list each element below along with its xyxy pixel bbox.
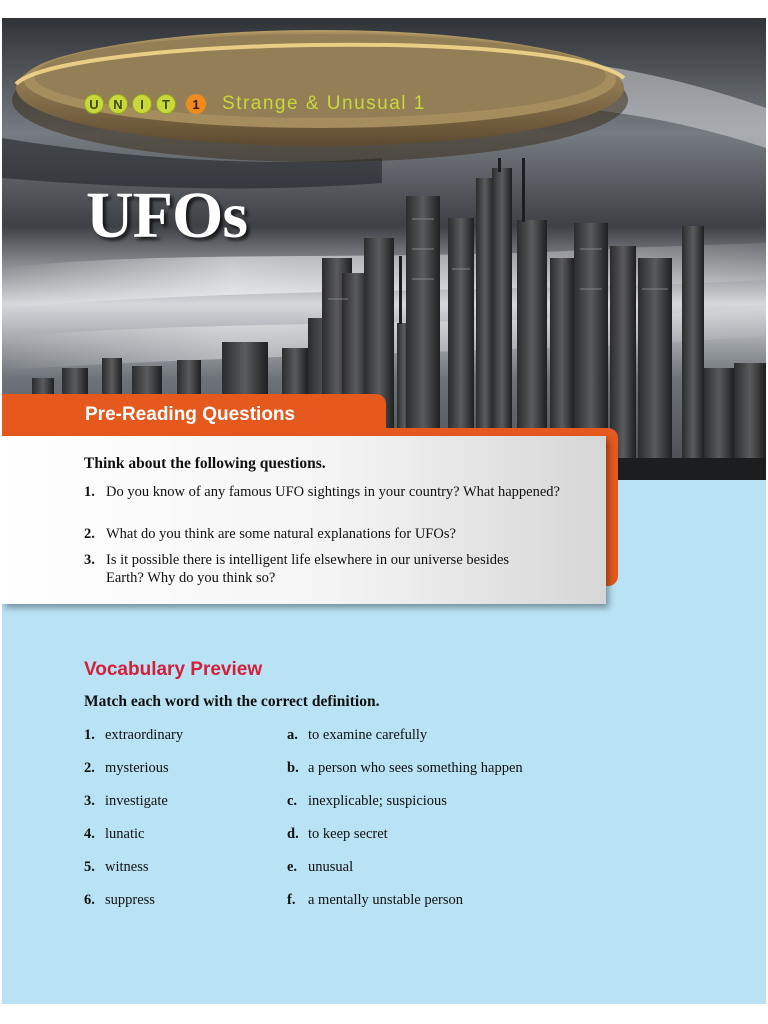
vocabulary-instruction: Match each word with the correct definition. — [84, 693, 380, 710]
word-number: 3. — [84, 793, 95, 809]
word-text: witness — [105, 859, 149, 875]
unit-letter-badge: T — [156, 94, 176, 114]
definition-letter: d. — [287, 826, 299, 842]
word-text: investigate — [105, 793, 168, 809]
definition-text: unusual — [308, 859, 354, 875]
question-number: 2. — [84, 526, 95, 542]
word-number: 4. — [84, 826, 95, 842]
definition-text: to keep secret — [308, 826, 388, 842]
vocabulary-title: Vocabulary Preview — [84, 659, 263, 680]
page-title: UFOs — [86, 179, 247, 252]
word-number: 1. — [84, 727, 95, 743]
unit-heading — [84, 93, 426, 115]
word-number: 2. — [84, 760, 95, 776]
unit-title: Strange & Unusual 1 — [222, 93, 426, 114]
word-text: suppress — [105, 892, 155, 908]
question-text: What do you think are some natural explanations for UFOs? — [106, 526, 456, 542]
pre-reading-heading: Think about the following questions. — [84, 455, 326, 472]
unit-letter-badge: I — [132, 94, 152, 114]
definition-text: a person who sees something happen — [308, 760, 523, 776]
unit-letter-badge: N — [108, 94, 128, 114]
question-text: Is it possible there is intelligent life elsewhere in our universe besides Earth? Why do you think so? — [106, 552, 510, 586]
definition-letter: a. — [287, 727, 298, 743]
unit-number-badge: 1 — [186, 94, 206, 114]
definition-letter: b. — [287, 760, 299, 776]
word-number: 6. — [84, 892, 95, 908]
question-item — [84, 551, 526, 587]
definition-text: to examine carefully — [308, 727, 428, 743]
definition-text: inexplicable; suspicious — [308, 793, 447, 809]
question-number: 3. — [84, 552, 95, 568]
question-item — [84, 525, 576, 543]
definition-letter: f. — [287, 892, 296, 908]
definition-text: a mentally unstable person — [308, 892, 464, 908]
definition-letter: c. — [287, 793, 298, 809]
pre-reading-tab-label: Pre-Reading Questions — [85, 404, 296, 425]
word-text: lunatic — [105, 826, 145, 842]
word-number: 5. — [84, 859, 95, 875]
question-text: Do you know of any famous UFO sightings in your country? What happened? — [106, 484, 560, 500]
worksheet-page — [2, 18, 766, 1004]
unit-letter-badge: U — [84, 94, 104, 114]
word-text: extraordinary — [105, 727, 184, 743]
question-number: 1. — [84, 484, 95, 500]
definition-letter: e. — [287, 859, 298, 875]
word-text: mysterious — [105, 760, 169, 776]
question-item — [84, 483, 576, 501]
